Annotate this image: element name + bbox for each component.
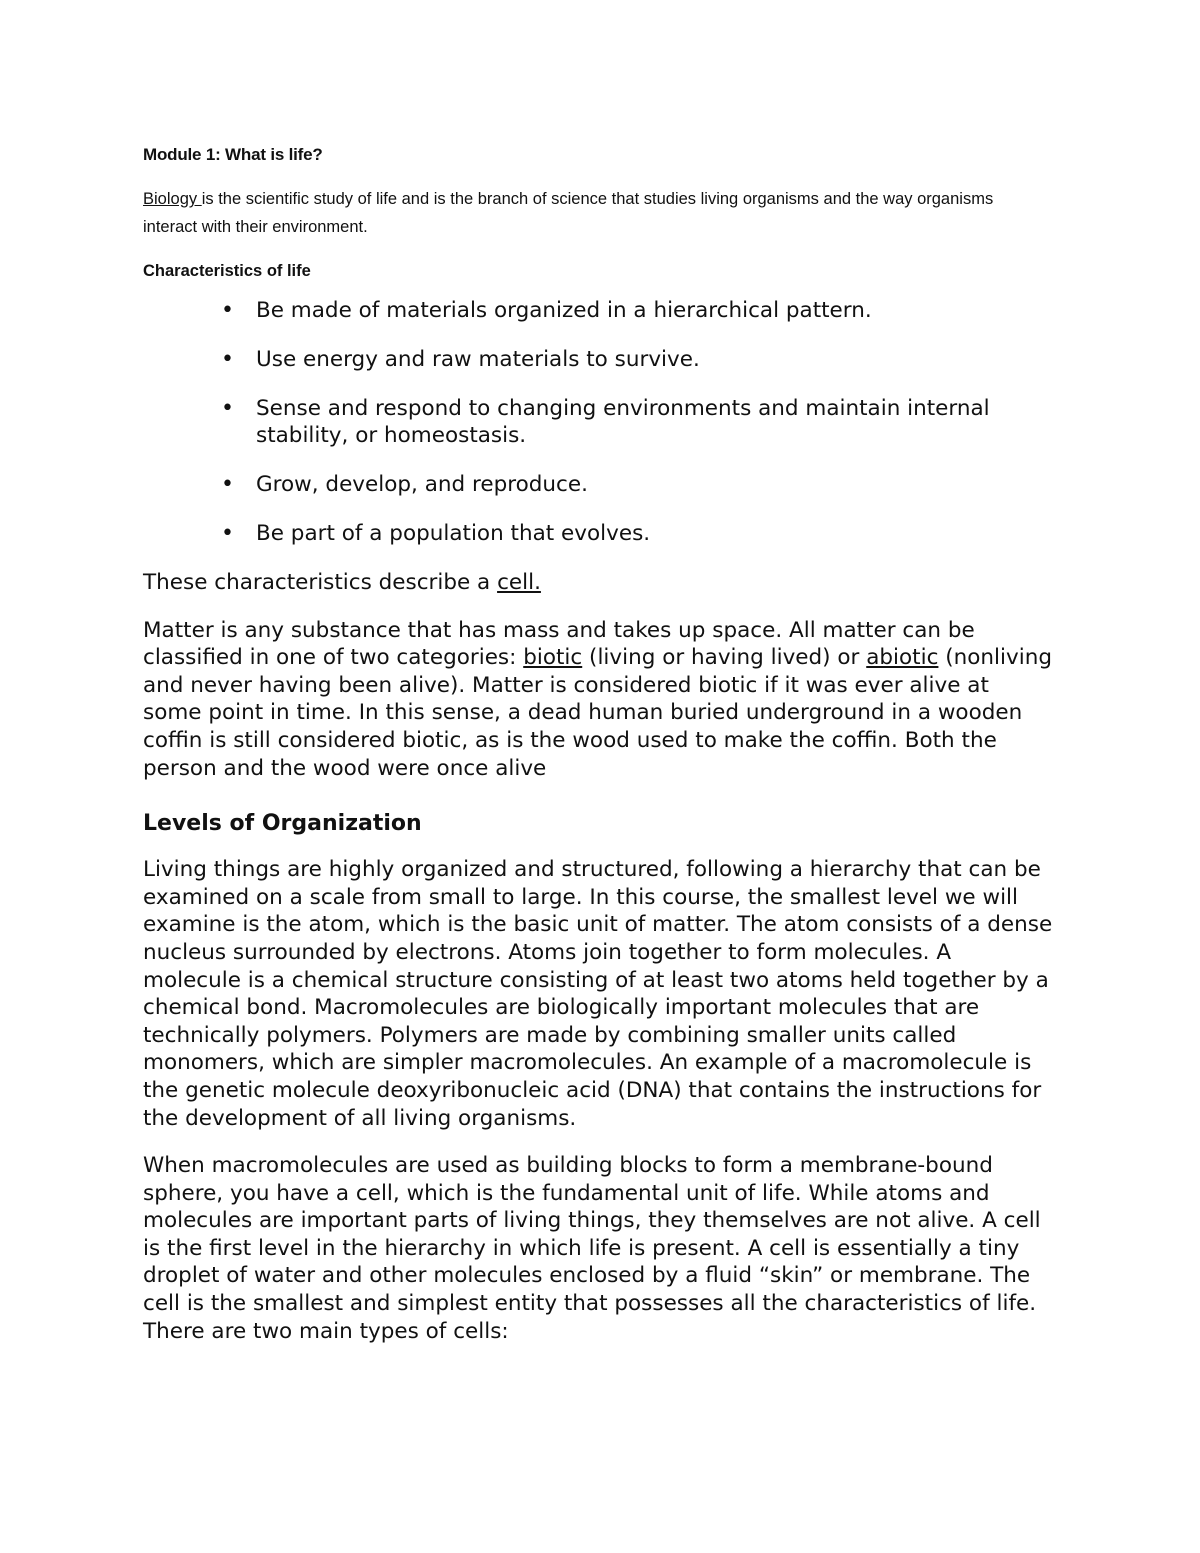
bullet-icon: • [221,472,234,497]
abiotic-term: abiotic [866,645,939,671]
matter-text-3: (nonliving and never having been alive). Matter is considered biotic if it was ever alive at some point in time. In this sense, a dead human buried underground in a wooden coffin is still considered biotic, as is the wood used to make the coffin. Both the person and the wood were once alive [143,645,1052,781]
matter-text-1: Matter is any substance that has mass and takes up space. All matter can be classified in one of two categories: [143,617,975,671]
list-item-text: Sense and respond to changing environments and maintain internal stability, or homeostasis. [256,396,990,448]
levels-heading: Levels of Organization [143,811,422,837]
characteristics-list [143,297,1063,547]
biology-term: Biology [143,190,202,208]
list-item [143,297,996,324]
cell-sentence-text: These characteristics describe a [143,570,498,595]
document-content [143,143,1063,1365]
matter-paragraph [143,617,1053,783]
list-item [143,520,996,547]
bullet-icon: • [221,396,234,421]
cell-term: cell. [497,570,541,595]
list-item-text: Be made of materials organized in a hierarchical pattern. [256,298,872,323]
list-item [143,395,996,449]
bullet-icon: • [221,298,234,323]
biotic-term: biotic [523,645,583,671]
intro-paragraph [143,185,1043,241]
list-item-text: Be part of a population that evolves. [256,521,651,546]
intro-text: is the scientific study of life and is the branch of science that studies living organisms and the way organisms interact with their environment. [143,190,994,236]
matter-text-2: (living or having lived) or [582,645,867,671]
list-item [143,471,996,498]
list-item-text: Grow, develop, and reproduce. [256,472,588,497]
levels-paragraph-1: Living things are highly organized and structured, following a hierarchy that can be examined on a scale from small to large. In this course, the smallest level we will examine is the atom, which is the basic unit of matter. The atom consists of a dense nucleus surrounded by electrons. Atoms join together to form molecules. A molecule is a chemical structure consisting of at least two atoms held together by a chemical bond. Macromolecules are biologically important molecules that are technically polymers. Polymers are made by combining smaller units called monomers, which are simpler macromolecules. An example of a macromolecule is the genetic molecule deoxyribonucleic acid (DNA) that contains the instructions for the development of all living organisms. [143,857,1053,1131]
module-title: Module 1: What is life? [143,145,323,164]
levels-paragraph-2: When macromolecules are used as building blocks to form a membrane-bound sphere, you have a cell, which is the fundamental unit of life. While atoms and molecules are important parts of living things, they themselves are not alive. A cell is the first level in the hierarchy in which life is present. A cell is essentially a tiny droplet of water and other molecules enclosed by a fluid “skin” or membrane. The cell is the smallest and simplest entity that possesses all the characteristics of life. There are two main types of cells: [143,1153,1041,1344]
characteristics-heading: Characteristics of life [143,262,311,280]
list-item [143,346,996,373]
bullet-icon: • [221,347,234,372]
list-item-text: Use energy and raw materials to survive. [256,347,700,372]
cell-sentence [143,569,1053,597]
bullet-icon: • [221,521,234,546]
